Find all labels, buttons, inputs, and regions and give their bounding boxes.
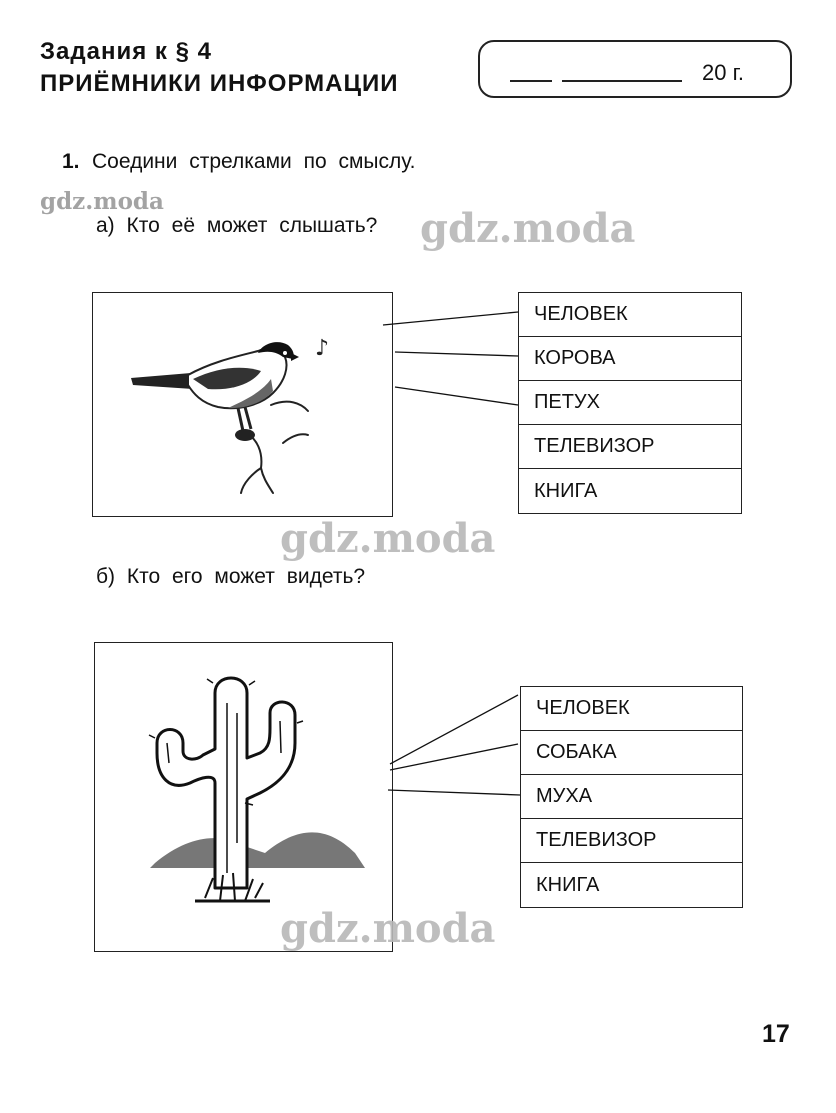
connector-a-chelovek: [383, 312, 518, 325]
question-b: б) Кто его может видеть?: [96, 565, 366, 588]
watermark: gdz.moda: [280, 515, 496, 562]
task-instruction: Соедини стрелками по смыслу.: [92, 150, 416, 173]
option-a-chelovek[interactable]: ЧЕЛОВЕК: [519, 293, 741, 337]
connector-b-chelovek: [390, 695, 518, 764]
options-a-list: [518, 292, 742, 514]
watermark: gdz.moda: [280, 905, 496, 952]
date-day-blank[interactable]: [510, 80, 552, 82]
page-title: ПРИЁМНИКИ ИНФОРМАЦИИ: [40, 70, 399, 97]
watermark: gdz.moda: [40, 188, 164, 215]
connector-a-korova: [395, 352, 518, 356]
connector-b-mukha: [388, 790, 520, 795]
cactus-picture: [95, 643, 391, 949]
option-b-televizor[interactable]: ТЕЛЕВИЗОР: [521, 819, 742, 863]
options-b-list: [520, 686, 743, 908]
bullfinch-picture: [93, 293, 391, 515]
svg-text:♪: ♪: [315, 336, 330, 361]
date-month-blank[interactable]: [562, 80, 682, 82]
date-year-label: 20 г.: [702, 60, 745, 85]
option-b-chelovek[interactable]: ЧЕЛОВЕК: [521, 687, 742, 731]
connector-a-petukh: [395, 387, 518, 405]
question-a: а) Кто её может слышать?: [96, 214, 378, 237]
option-b-mukha[interactable]: МУХА: [521, 775, 742, 819]
option-a-petukh[interactable]: ПЕТУХ: [519, 381, 741, 425]
section-heading: Задания к § 4: [40, 38, 212, 65]
option-a-korova[interactable]: КОРОВА: [519, 337, 741, 381]
bird-picture-frame: [92, 292, 393, 517]
option-a-kniga[interactable]: КНИГА: [534, 479, 598, 502]
connector-b-sobaka: [390, 744, 518, 770]
date-box: [478, 40, 792, 98]
watermark: gdz.moda: [420, 205, 636, 252]
option-a-televizor[interactable]: ТЕЛЕВИЗОР: [519, 425, 741, 469]
task-number: 1.: [62, 150, 80, 173]
option-b-kniga[interactable]: КНИГА: [536, 873, 600, 896]
page-number: 17: [762, 1020, 790, 1048]
option-b-sobaka[interactable]: СОБАКА: [521, 731, 742, 775]
